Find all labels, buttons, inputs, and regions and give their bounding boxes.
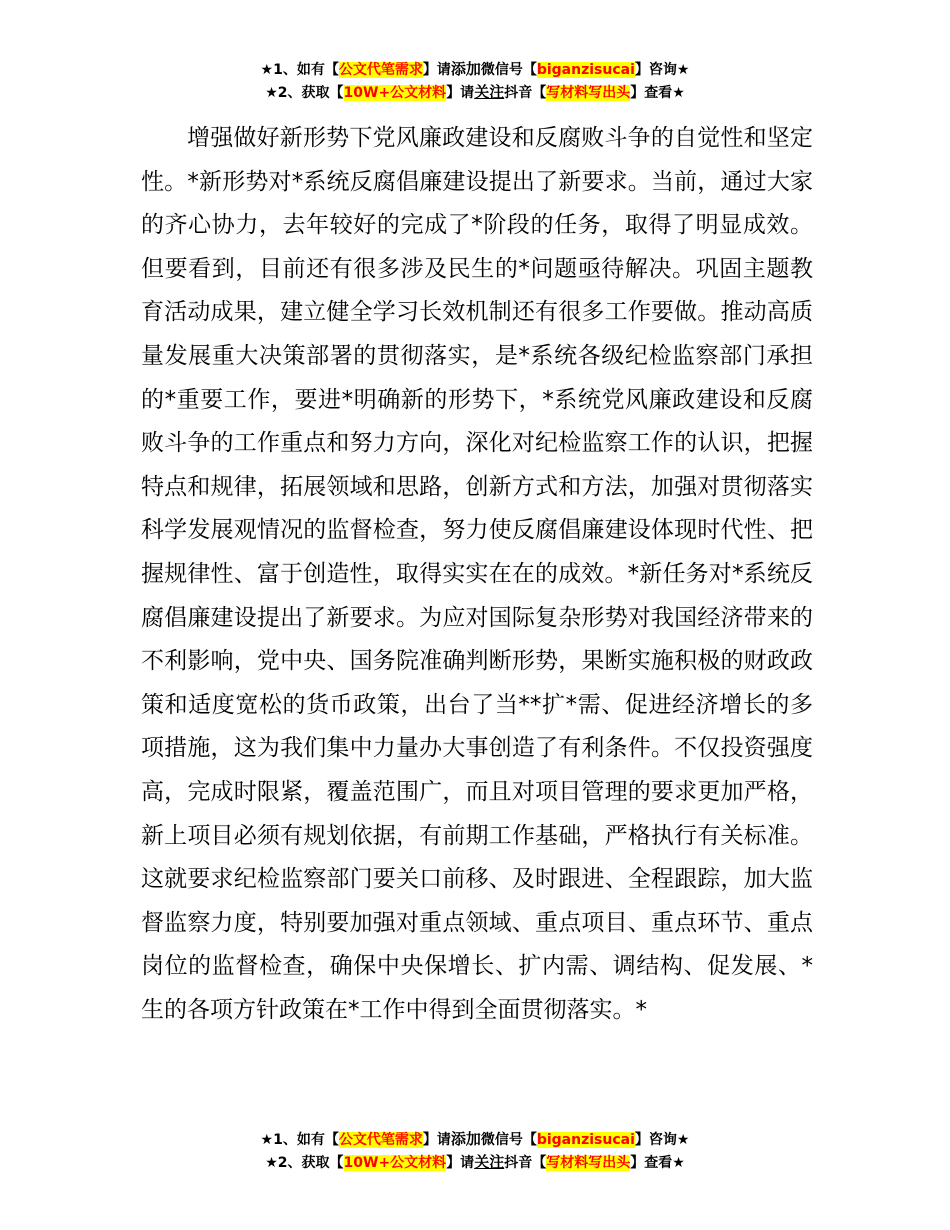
- footer-line-1-highlight-wechat: biganzisucai: [536, 1132, 635, 1148]
- footer-line-2-suffix: 】查看★: [630, 1155, 685, 1171]
- footer-line-2-prefix: ★2、获取【: [265, 1155, 344, 1171]
- footer-line-1-mid2: 微信号【: [480, 1132, 537, 1148]
- banner-line-2: [0, 81, 950, 104]
- footer-banner: [0, 1128, 950, 1174]
- footer-line-2-mid2: 抖音【: [504, 1155, 547, 1171]
- banner-line-1: [0, 58, 950, 81]
- banner-line-1-emphasis: 添加: [450, 60, 481, 78]
- banner-line-2-prefix: ★2、获取【: [265, 85, 344, 101]
- banner-line-1-mid: 】请: [422, 62, 451, 78]
- footer-line-1-highlight-service: 公文代笔需求: [338, 1132, 423, 1148]
- footer-banner-line-1: [0, 1128, 950, 1151]
- footer-line-1-prefix: ★1、如有【: [260, 1132, 339, 1148]
- banner-line-1-highlight-service: 公文代笔需求: [338, 62, 423, 78]
- banner-line-1-highlight-wechat: biganzisucai: [536, 62, 635, 78]
- banner-line-2-mid2: 抖音【: [504, 85, 547, 101]
- footer-line-2-highlight-materials: 10W+公文材料: [343, 1155, 447, 1171]
- banner-line-2-highlight-materials: 10W+公文材料: [343, 85, 447, 101]
- banner-line-1-mid2: 微信号【: [480, 62, 537, 78]
- footer-line-1-emphasis: 添加: [450, 1130, 481, 1148]
- footer-line-1-mid: 】请: [422, 1132, 451, 1148]
- footer-banner-line-2: [0, 1151, 950, 1174]
- footer-line-1-suffix: 】咨询★: [634, 1132, 690, 1148]
- footer-line-2-highlight-douyin: 写材料写出头: [546, 1155, 631, 1171]
- banner-line-2-emphasis: 关注: [474, 83, 505, 101]
- banner-line-1-suffix: 】咨询★: [634, 62, 690, 78]
- banner-line-1-prefix: ★1、如有【: [260, 62, 339, 78]
- banner-line-2-mid: 】请: [446, 85, 475, 101]
- banner-line-2-highlight-douyin: 写材料写出头: [546, 85, 631, 101]
- footer-line-2-mid: 】请: [446, 1155, 475, 1171]
- body-paragraph: 增强做好新形势下党风廉政建设和反腐败斗争的自觉性和坚定性。*新形势对*系统反腐倡廉建设提出了新要求。当前，通过大家的齐心协力，去年较好的完成了*阶段的任务，取得了明显成效。但要看到，目前还有很多涉及民生的*问题亟待解决。巩固主题教育活动成果，建立健全学习长效机制还有很多工作要做。推动高质量发展重大决策部署的贯彻落实，是*系统各级纪检监察部门承担的*重要工作，要进*明确新的形势下，*系统党风廉政建设和反腐败斗争的工作重点和努力方向，深化对纪检监察工作的认识，把握特点和规律，拓展领域和思路，创新方式和方法，加强对贯彻落实科学发展观情况的监督检查，努力使反腐倡廉建设体现时代性、把握规律性、富于创造性，取得实实在在的成效。*新任务对*系统反腐倡廉建设提出了新要求。为应对国际复杂形势对我国经济带来的不利影响，党中央、国务院准确判断形势，果断实施积极的财政政策和适度宽松的货币政策，出台了当**扩*需、促进经济增长的多项措施，这为我们集中力量办大事创造了有利条件。不仅投资强度高，完成时限紧，覆盖范围广，而且对项目管理的要求更加严格，新上项目必须有规划依据，有前期工作基础，严格执行有关标准。这就要求纪检监察部门要关口前移、及时跟进、全程跟踪，加大监督监察力度，特别要加强对重点领域、重点项目、重点环节、重点岗位的监督检查，确保中央保增长、扩内需、调结构、促发展、*生的各项方针政策在*工作中得到全面贯彻落实。*: [141, 125, 813, 1023]
- header-banner: [0, 58, 950, 104]
- footer-line-2-emphasis: 关注: [474, 1153, 505, 1171]
- banner-line-2-suffix: 】查看★: [630, 85, 685, 101]
